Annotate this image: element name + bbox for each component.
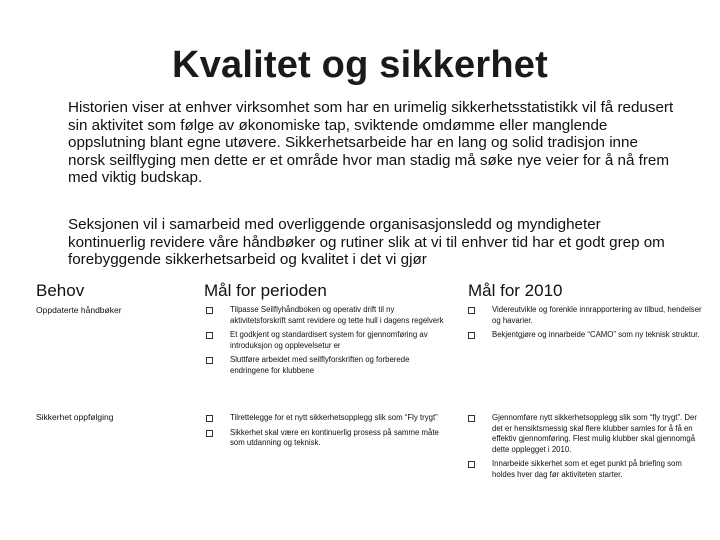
list-item: Tilpasse Seilflyhåndboken og operativ drift til ny aktivitetsforskrift samt revidere og tette hull i dagens regelverk: [206, 305, 444, 326]
period-goals-list-sikkerhet: [206, 413, 444, 453]
intro-paragraph: Historien viser at enhver virksomhet som har en urimelig sikkerhetsstatistikk vil få redusert sin aktivitet som følge av økonomiske tap, sviktende omdømme eller manglende oppslutning blant egne utøvere. Sikkerhetsarbeide har en lang og solid tradisjon inne norsk seilflyging men dette er et område hvor man stadig må søke nye veier for å nå frem med viktig budskap.: [68, 99, 674, 187]
checkbox-bullet-icon: [206, 332, 213, 339]
list-item: Gjennomføre nytt sikkerhetsopplegg slik som “fly trygt”. Der det er hensiktsmessig skal flere klubber samles for å få en effektiv gjennomføring. Flest mulig klubber skal gjennomgå dette opplegget i 2010.: [468, 413, 704, 455]
list-item: Bekjentgjøre og innarbeide “CAMO” som ny teknisk struktur.: [468, 330, 704, 341]
column-header-maal-for-perioden: Mål for perioden: [204, 281, 327, 300]
list-item: Videreutvikle og forenkle innrapportering av tilbud, hendelser og havarier.: [468, 305, 704, 326]
checkbox-bullet-icon: [468, 307, 475, 314]
list-item: Sikkerhet skal være en kontinuerlig prosess på samme måte som utdanning og teknisk.: [206, 428, 444, 449]
period-goals-list-handboker: [206, 305, 444, 381]
list-item: Sluttføre arbeidet med seilflyforskriften og forberede endringene for klubbene: [206, 355, 444, 376]
list-item: Innarbeide sikkerhet som et eget punkt på briefing som holdes hver dag før aktiviteten starter.: [468, 459, 704, 480]
checkbox-bullet-icon: [206, 415, 213, 422]
list-item: Et godkjent og standardisert system for gjennomføring av introduksjon og opplevelsetur er: [206, 330, 444, 351]
goals-2010-list-sikkerhet: [468, 413, 704, 485]
list-item: Tilrettelegge for et nytt sikkerhetsopplegg slik som “Fly trygt”: [206, 413, 444, 424]
row-label-oppdaterte-handboker: Oppdaterte håndbøker: [36, 305, 122, 315]
section-paragraph: Seksjonen vil i samarbeid med overliggende organisasjonsledd og myndigheter kontinuerlig revidere våre håndbøker og rutiner slik at vi til enhver tid har et godt grep om forebyggende sikkerhetsarbeid og kvalitet i det vi gjør: [68, 216, 665, 269]
column-header-behov: Behov: [36, 281, 85, 300]
slide-title: Kvalitet og sikkerhet: [172, 44, 548, 86]
checkbox-bullet-icon: [206, 357, 213, 364]
goals-2010-list-handboker: [468, 305, 704, 345]
row-label-sikkerhet-oppfolging: Sikkerhet oppfølging: [36, 412, 114, 422]
checkbox-bullet-icon: [206, 430, 213, 437]
checkbox-bullet-icon: [468, 461, 475, 468]
checkbox-bullet-icon: [206, 307, 213, 314]
checkbox-bullet-icon: [468, 332, 475, 339]
column-header-maal-for-2010: Mål for 2010: [468, 281, 563, 300]
checkbox-bullet-icon: [468, 415, 475, 422]
